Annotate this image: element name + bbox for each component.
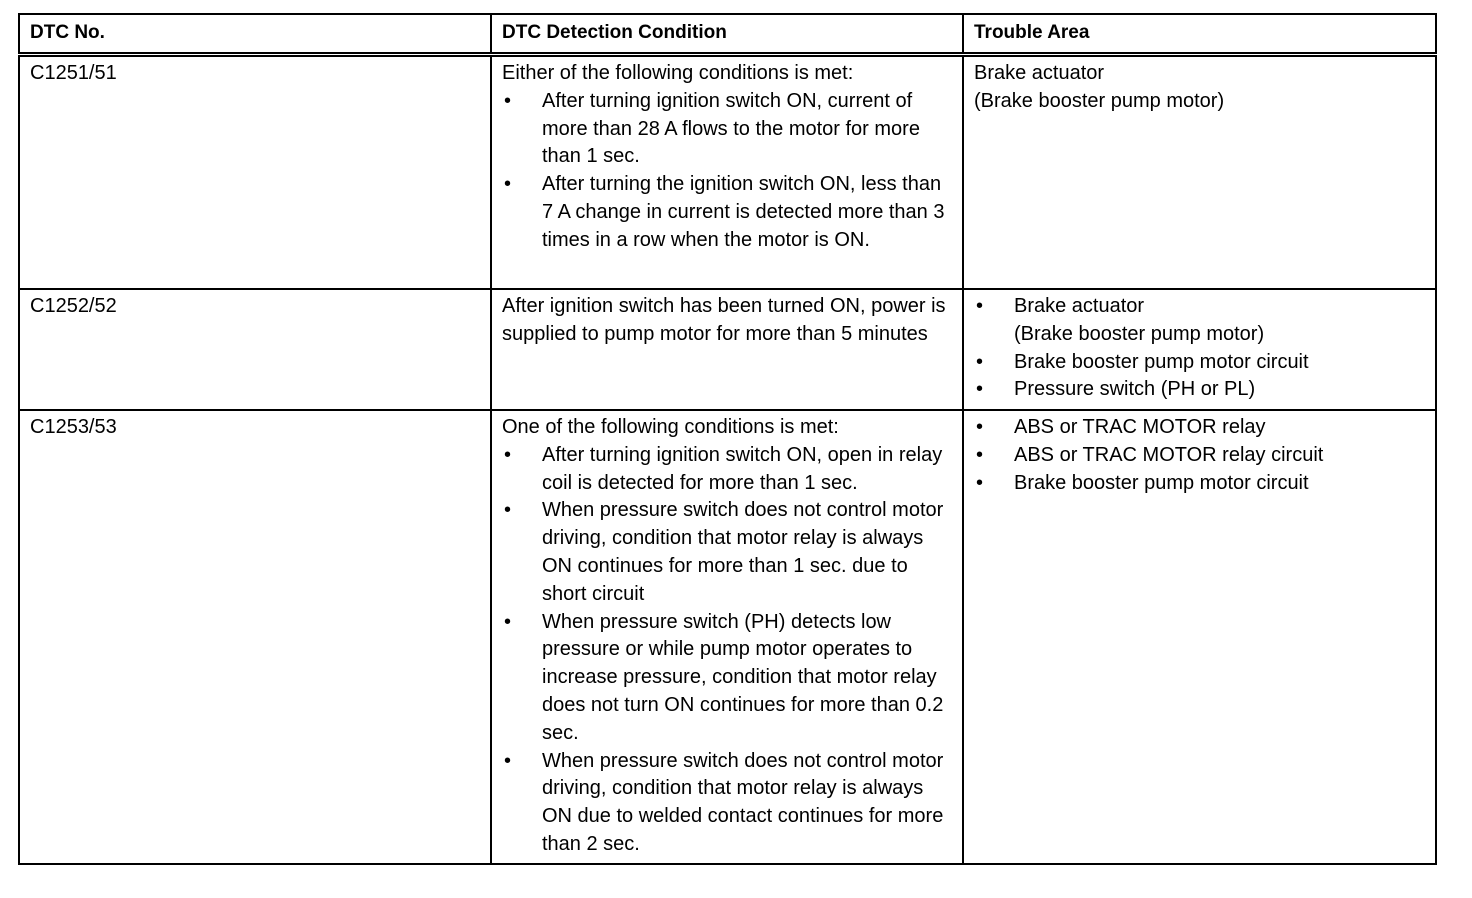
dtc-code-cell: C1251/51 bbox=[19, 55, 491, 290]
header-detection-condition: DTC Detection Condition bbox=[491, 14, 963, 55]
condition-list bbox=[502, 88, 952, 255]
bullet-icon: • bbox=[976, 350, 984, 373]
condition-intro: Either of the following conditions is met: bbox=[502, 62, 854, 84]
table-row bbox=[19, 410, 1436, 864]
header-dtc-no: DTC No. bbox=[19, 14, 491, 55]
bullet-icon: • bbox=[976, 295, 984, 317]
condition-list bbox=[502, 442, 952, 859]
trouble-item: • Pressure switch (PH or PL) bbox=[974, 376, 1425, 404]
trouble-line: (Brake booster pump motor) bbox=[974, 89, 1225, 112]
trouble-list bbox=[974, 414, 1425, 497]
bullet-icon: • bbox=[504, 610, 512, 633]
trouble-item: • ABS or TRAC MOTOR relay bbox=[974, 414, 1425, 442]
condition-cell: After ignition switch has been turned ON, power is supplied to pump motor for more than 5 minutes bbox=[491, 289, 963, 410]
header-trouble-area: Trouble Area bbox=[963, 14, 1436, 55]
trouble-list bbox=[974, 293, 1425, 404]
bullet-icon: • bbox=[976, 471, 984, 494]
trouble-area-cell bbox=[963, 410, 1436, 864]
condition-item: • When pressure switch (PH) detects low pressure or while pump motor operates to increase pressure, condition that motor relay does not turn ON continues for more than 0.2 sec. bbox=[504, 610, 944, 744]
bullet-icon: • bbox=[504, 173, 512, 196]
trouble-area-cell bbox=[963, 55, 1436, 290]
table-row bbox=[19, 289, 1436, 410]
dtc-table bbox=[18, 13, 1437, 865]
bullet-icon: • bbox=[976, 443, 984, 466]
trouble-item: • Brake actuator (Brake booster pump motor) bbox=[976, 295, 1265, 345]
bullet-icon: • bbox=[504, 499, 512, 522]
condition-cell bbox=[491, 410, 963, 864]
condition-item: • After turning ignition switch ON, current of more than 28 A flows to the motor for more than 1 sec. bbox=[504, 89, 920, 168]
condition-item: • After turning the ignition switch ON, less than 7 A change in current is detected more than 3 times in a row when the motor is ON. bbox=[504, 173, 945, 251]
trouble-item: • ABS or TRAC MOTOR relay circuit bbox=[974, 442, 1425, 470]
trouble-item: • Brake booster pump motor circuit bbox=[974, 470, 1425, 498]
trouble-item: • Brake booster pump motor circuit bbox=[974, 349, 1425, 377]
condition-cell bbox=[491, 55, 963, 290]
bullet-icon: • bbox=[976, 416, 984, 438]
trouble-area-cell bbox=[963, 289, 1436, 410]
dtc-code-cell: C1253/53 bbox=[19, 410, 491, 864]
table-row bbox=[19, 55, 1436, 290]
condition-item: • When pressure switch does not control motor driving, condition that motor relay is always ON due to welded contact continues for more than 2 sec. bbox=[504, 749, 944, 855]
table-header-row bbox=[19, 14, 1436, 55]
bullet-icon: • bbox=[504, 443, 512, 466]
dtc-code-cell: C1252/52 bbox=[19, 289, 491, 410]
bullet-icon: • bbox=[504, 749, 512, 772]
condition-item: • After turning ignition switch ON, open in relay coil is detected for more than 1 sec. bbox=[504, 443, 943, 494]
condition-intro: One of the following conditions is met: bbox=[502, 416, 839, 438]
condition-item: • When pressure switch does not control motor driving, condition that motor relay is always ON continues for more than 1 sec. due to short circuit bbox=[504, 499, 944, 605]
trouble-line: Brake actuator bbox=[974, 62, 1105, 84]
bullet-icon: • bbox=[976, 378, 984, 401]
bullet-icon: • bbox=[504, 89, 512, 112]
